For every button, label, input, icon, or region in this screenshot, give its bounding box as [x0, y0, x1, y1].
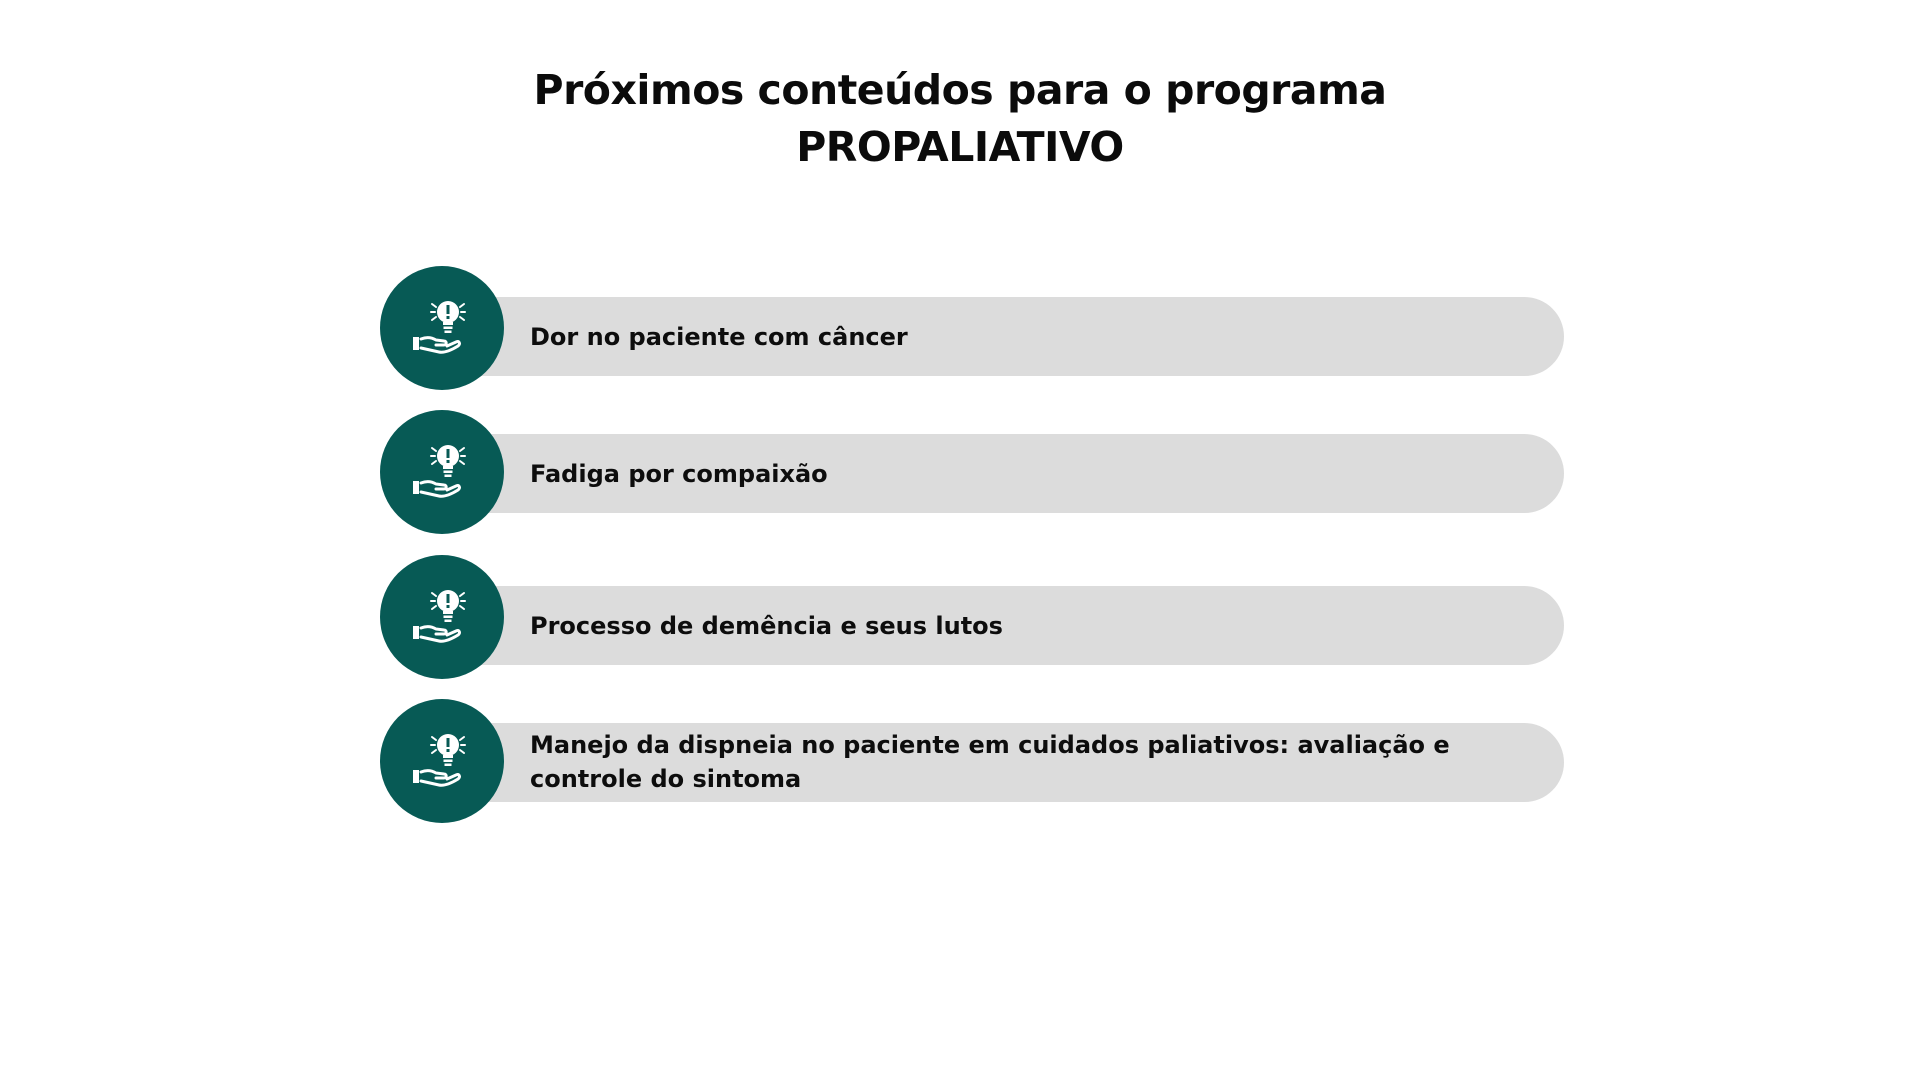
title-line-1: Próximos conteúdos para o programa: [533, 66, 1387, 114]
topic-label: Dor no paciente com câncer: [530, 322, 908, 351]
topic-label: Fadiga por compaixão: [530, 459, 828, 488]
hand-lightbulb-icon: [380, 410, 504, 534]
topic-label: Processo de demência e seus lutos: [530, 611, 1003, 640]
topic-item-2: [380, 410, 1564, 534]
hand-lightbulb-icon: [380, 266, 504, 390]
topic-item-1: [380, 266, 1564, 390]
topic-item-4: [380, 699, 1564, 823]
topic-item-3: [380, 555, 1564, 679]
title-line-2: PROPALIATIVO: [796, 123, 1124, 171]
hand-lightbulb-icon: [380, 699, 504, 823]
topic-label: Manejo da dispneia no paciente em cuidados paliativos: avaliação e controle do sintoma: [530, 731, 1450, 793]
hand-lightbulb-icon: [380, 555, 504, 679]
